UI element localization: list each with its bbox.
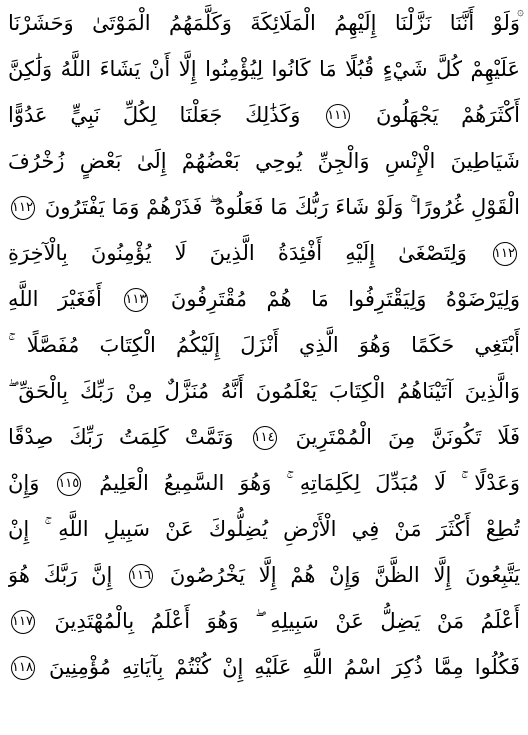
text-line-14	[8, 598, 520, 644]
verse-end-marker: ١١٤	[253, 426, 277, 450]
line-text: تُطِعْ أَكْثَرَ مَنْ فِي الْأَرْضِ يُضِلُّوكَ عَنْ سَبِيلِ اللَّهِ ۚ إِنْ	[8, 517, 520, 541]
line-text: الْقَوْلِ غُرُورًا ۚ وَلَوْ شَاءَ رَبُّكَ مَا فَعَلُوهُ ۖ فَذَرْهُمْ وَمَا يَفْتَرُونَ	[44, 195, 520, 219]
line-text: وَعَدْلًا ۚ لَا مُبَدِّلَ لِكَلِمَاتِهِ ۚ وَهُوَ السَّمِيعُ الْعَلِيمُ	[99, 471, 520, 495]
line-text-continued: وَإِنْ	[8, 471, 40, 495]
verse-end-marker: ١١٣	[124, 288, 148, 312]
line-text: فَلَا تَكُونَنَّ مِنَ الْمُمْتَرِينَ	[295, 425, 520, 449]
hizb-marker-icon: ۞	[516, 4, 524, 18]
verse-end-marker: ١١٧	[11, 610, 35, 634]
text-line-11	[8, 460, 520, 506]
line-text: وَلِتَصْغَىٰ إِلَيْهِ أَفْئِدَةُ الَّذِينَ لَا يُؤْمِنُونَ بِالْآخِرَةِ	[8, 241, 467, 265]
text-line-12	[8, 506, 520, 552]
line-text: عَلَيْهِمْ كُلَّ شَيْءٍ قُبُلًا مَا كَانُوا لِيُؤْمِنُوا إِلَّا أَنْ يَشَاءَ اللَّهُ وَلَٰكِنَّ	[8, 57, 520, 81]
text-line-10	[8, 414, 520, 460]
line-text: فَكُلُوا مِمَّا ذُكِرَ اسْمُ اللَّهِ عَلَيْهِ إِنْ كُنْتُمْ بِآيَاتِهِ مُؤْمِنِينَ	[48, 655, 520, 679]
text-line-7	[8, 276, 520, 322]
text-line-9	[8, 368, 520, 414]
line-text: أَعْلَمُ مَنْ يَضِلُّ عَنْ سَبِيلِهِ ۖ وَهُوَ أَعْلَمُ بِالْمُهْتَدِينَ	[54, 609, 520, 633]
verse-end-marker: ١١٢	[11, 196, 35, 220]
text-line-2	[8, 46, 520, 92]
text-line-6	[8, 230, 520, 276]
line-text: يَتَّبِعُونَ إِلَّا الظَّنَّ وَإِنْ هُمْ إِلَّا يَخْرُصُونَ	[169, 563, 520, 587]
line-text-continued: وَكَذَٰلِكَ جَعَلْنَا لِكُلِّ نَبِيٍّ عَدُوًّا	[8, 103, 301, 127]
line-text: وَلِيَرْضَوْهُ وَلِيَقْتَرِفُوا مَا هُمْ مُقْتَرِفُونَ	[170, 287, 520, 311]
line-text: شَيَاطِينَ الْإِنْسِ وَالْجِنِّ يُوحِي بَعْضُهُمْ إِلَىٰ بَعْضٍ زُخْرُفَ	[8, 149, 520, 173]
verse-end-marker: ١١٥	[57, 472, 81, 496]
line-text: وَالَّذِينَ آتَيْنَاهُمُ الْكِتَابَ يَعْلَمُونَ أَنَّهُ مُنَزَّلٌ مِنْ رَبِّكَ بِالْحَقِّ ۖ	[8, 379, 520, 403]
text-line-13	[8, 552, 520, 598]
line-text: أَبْتَغِي حَكَمًا وَهُوَ الَّذِي أَنْزَلَ إِلَيْكُمُ الْكِتَابَ مُفَصَّلًا ۚ	[8, 333, 520, 357]
line-text-continued: إِنَّ رَبَّكَ هُوَ	[8, 563, 113, 587]
line-text-continued: أَفَغَيْرَ اللَّهِ	[8, 287, 102, 311]
text-line-3	[8, 92, 520, 138]
text-line-1	[8, 0, 520, 46]
text-line-5	[8, 184, 520, 230]
line-text-continued: وَتَمَّتْ كَلِمَتُ رَبِّكَ صِدْقًا	[8, 425, 234, 449]
verse-end-marker: ١١٢	[493, 242, 517, 266]
line-text: أَكْثَرَهُمْ يَجْهَلُونَ	[376, 103, 520, 127]
verse-end-marker: ١١١	[326, 104, 350, 128]
text-line-15	[8, 644, 520, 690]
text-line-4	[8, 138, 520, 184]
verse-end-marker: ١١٨	[11, 656, 35, 680]
verse-end-marker: ١١٦	[129, 564, 153, 588]
line-text: وَلَوْ أَنَّنَا نَزَّلْنَا إِلَيْهِمُ الْمَلَائِكَةَ وَكَلَّمَهُمُ الْمَوْتَىٰ وَحَشَرْنَا	[8, 11, 520, 35]
text-line-8	[8, 322, 520, 368]
